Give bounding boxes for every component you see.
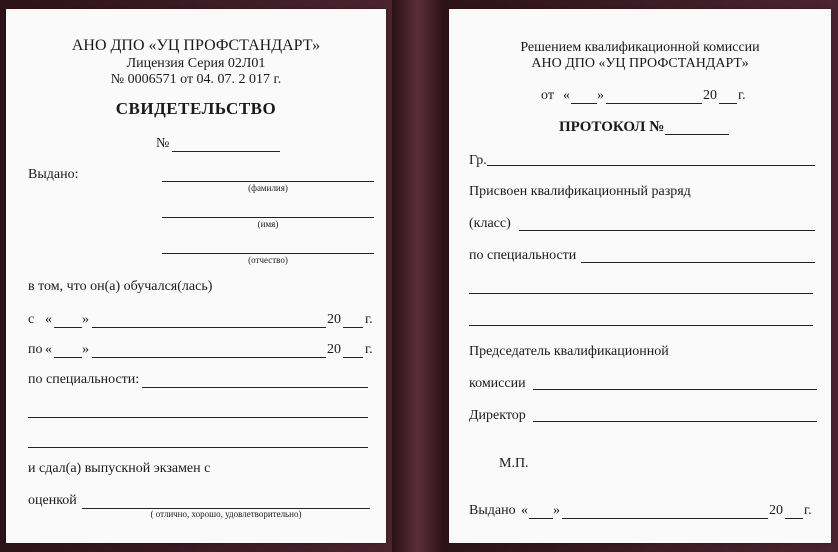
- issued-day-line: [529, 518, 553, 519]
- protocol-label: ПРОТОКОЛ №: [559, 119, 665, 135]
- issued-quote-open: «: [521, 503, 528, 518]
- to-year-line: [343, 357, 363, 358]
- date-quote-open: «: [563, 88, 570, 103]
- stamp-label: М.П.: [499, 456, 529, 471]
- date-year-suffix: г.: [738, 88, 746, 103]
- surname-line: [162, 181, 374, 182]
- to-label: по: [28, 342, 43, 357]
- date-year-line: [719, 103, 737, 104]
- decision-line-2: АНО ДПО «УЦ ПРОФСТАНДАРТ»: [531, 56, 749, 71]
- chairman-signature-line: [533, 389, 817, 390]
- surname-hint: (фамилия): [248, 183, 288, 193]
- issued-label: Выдано:: [28, 167, 79, 182]
- studied-text: в том, что он(а) обучался(лась): [28, 279, 213, 294]
- to-day-line: [54, 357, 82, 358]
- date-month-line: [606, 103, 702, 104]
- date-year-prefix: 20: [703, 88, 717, 103]
- group-label: Гр.: [469, 153, 487, 168]
- director-label: Директор: [469, 408, 526, 423]
- chairman-label-1: Председатель квалификационной: [469, 344, 669, 359]
- chairman-label-2: комиссии: [469, 376, 526, 391]
- cover-spine: [392, 0, 444, 552]
- license-series: Лицензия Серия 02Л01: [126, 56, 266, 71]
- issued-year-suffix: г.: [804, 503, 812, 518]
- name-line: [162, 217, 374, 218]
- patronymic-hint: (отчество): [248, 255, 288, 265]
- speciality-label: по специальности: [469, 248, 577, 263]
- date-from-label: от: [541, 88, 554, 103]
- grade-hint: ( отлично, хорошо, удовлетворительно): [150, 509, 302, 519]
- grade-label: оценкой: [28, 493, 77, 508]
- issued-year-prefix: 20: [769, 503, 783, 518]
- to-year-suffix: г.: [365, 342, 373, 357]
- issued-label: Выдано: [469, 503, 516, 518]
- speciality-line-3: [469, 325, 813, 326]
- document-title: СВИДЕТЕЛЬСТВО: [115, 99, 277, 118]
- from-month-line: [92, 327, 326, 328]
- from-year-suffix: г.: [365, 312, 373, 327]
- date-day-line: [571, 103, 597, 104]
- from-year-prefix: 20: [327, 312, 341, 327]
- speciality-label: по специальности:: [28, 372, 140, 387]
- license-number: № 0006571 от 04. 07. 2 017 г.: [110, 72, 282, 87]
- to-quote-open: «: [45, 342, 52, 357]
- speciality-line-1: [581, 262, 815, 263]
- right-page: [449, 9, 831, 543]
- exam-text: и сдал(а) выпускной экзамен с: [28, 461, 211, 476]
- to-year-prefix: 20: [327, 342, 341, 357]
- director-signature-line: [533, 421, 817, 422]
- speciality-line-1: [142, 387, 368, 388]
- patronymic-line: [162, 253, 374, 254]
- left-page: [6, 9, 386, 543]
- class-line: [519, 230, 815, 231]
- issued-year-line: [785, 518, 803, 519]
- org-name: АНО ДПО «УЦ ПРОФСТАНДАРТ»: [71, 37, 321, 54]
- assigned-text: Присвоен квалификационный разряд: [469, 184, 691, 199]
- certificate-number-line: [172, 151, 280, 152]
- group-line: [487, 165, 815, 166]
- issued-quote-close: »: [553, 503, 560, 518]
- date-quote-close: »: [597, 88, 604, 103]
- issued-month-line: [562, 518, 768, 519]
- from-quote-close: »: [82, 312, 89, 327]
- name-hint: (имя): [257, 219, 279, 229]
- class-label: (класс): [469, 216, 511, 231]
- number-sign: №: [156, 136, 170, 151]
- to-month-line: [92, 357, 326, 358]
- from-label: с: [28, 312, 35, 327]
- protocol-number-line: [665, 134, 729, 135]
- speciality-line-2: [469, 293, 813, 294]
- from-year-line: [343, 327, 363, 328]
- from-quote-open: «: [45, 312, 52, 327]
- to-quote-close: »: [82, 342, 89, 357]
- decision-line-1: Решением квалификационной комиссии: [520, 40, 760, 55]
- speciality-line-2: [28, 417, 368, 418]
- from-day-line: [54, 327, 82, 328]
- speciality-line-3: [28, 447, 368, 448]
